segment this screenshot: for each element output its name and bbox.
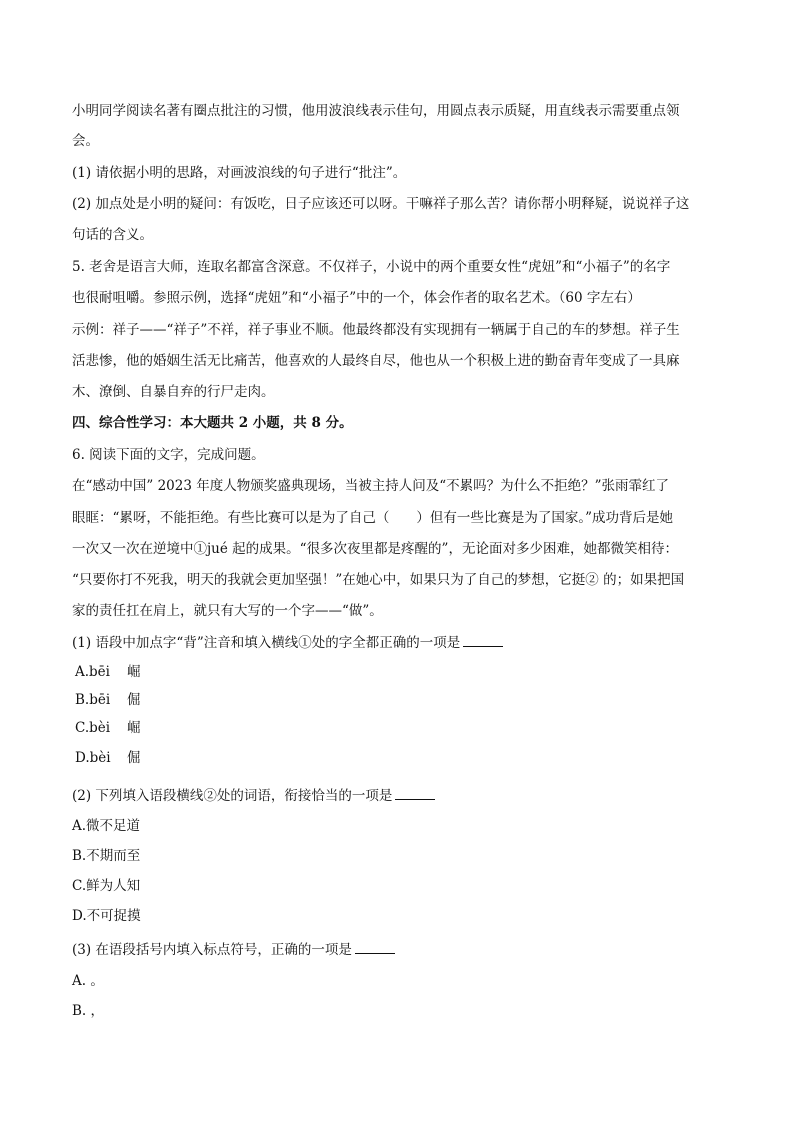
text-line: 会。 xyxy=(72,133,99,149)
option-a[interactable] xyxy=(75,662,735,682)
option-a[interactable]: A. 。 xyxy=(72,973,104,989)
option-a[interactable]: A.微不足道 xyxy=(72,818,141,834)
passage-line: 眼眶：“累呀，不能拒绝。有些比赛可以是为了自己（ ）但有一些比赛是为了国家。”成功背后是她 xyxy=(72,510,674,526)
text-line: 活悲惨，他的婚姻生活无比痛苦，他喜欢的人最终自尽，他也从一个积极上进的勤奋青年变成了一具麻 xyxy=(72,353,680,369)
question-6-2 xyxy=(72,786,732,806)
section-heading: 四、综合性学习：本大题共 2 小题，共 8 分。 xyxy=(72,415,353,431)
option-b[interactable]: B.不期而至 xyxy=(72,848,141,864)
option-label: D.bèi xyxy=(75,750,111,766)
question-5: 5. 老舍是语言大师，连取名都富含深意。不仅祥子，小说中的两个重要女性“虎妞”和“小福子”的名字 xyxy=(72,259,671,275)
passage-line: 家的责任扛在肩上，就只有大写的一个字——“做”。 xyxy=(72,603,383,619)
text-line: 也很耐咀嚼。参照示例，选择“虎妞”和“小福子”中的一个，体会作者的取名艺术。（60 字左右） xyxy=(72,290,641,306)
question-6-1 xyxy=(72,633,732,653)
option-char: 倔 xyxy=(127,692,141,708)
question-5-2: (2) 加点处是小明的疑问：有饭吃，日子应该还可以呀。干嘛祥子那么苦？请你帮小明释疑，说说祥子这 xyxy=(72,196,690,212)
option-d[interactable] xyxy=(75,748,735,768)
option-char: 倔 xyxy=(127,750,141,766)
text-line: 小明同学阅读名著有圈点批注的习惯，他用波浪线表示佳句，用圆点表示质疑，用直线表示需要重点领 xyxy=(72,103,680,119)
question-6-3 xyxy=(72,940,732,960)
text-line: 句话的含义。 xyxy=(72,227,153,243)
question-6: 6. 阅读下面的文字，完成问题。 xyxy=(72,447,265,463)
passage-line: 在“感动中国” 2023 年度人物颁奖盛典现场，当被主持人问及“不累吗？为什么不拒绝？”张雨霏红了 xyxy=(72,478,670,494)
example-text: 示例：祥子——“祥子”不祥，祥子事业不顺。他最终都没有实现拥有一辆属于自己的车的梦想。祥子生 xyxy=(72,322,680,338)
text-line: 木、潦倒、自暴自弃的行尸走肉。 xyxy=(72,384,275,400)
option-c[interactable] xyxy=(75,718,735,738)
question-text: (2) 下列填入语段横线②处的词语，衔接恰当的一项是 xyxy=(72,788,393,804)
option-c[interactable]: C.鲜为人知 xyxy=(72,878,141,894)
passage-line: 一次又一次在逆境中①jué 起的成果。“很多次夜里都是疼醒的”，无论面对多少困难，她都微笑相待： xyxy=(72,541,678,557)
answer-blank[interactable] xyxy=(355,941,395,954)
question-5-1: (1) 请依据小明的思路，对画波浪线的句子进行“批注”。 xyxy=(72,165,407,181)
option-b[interactable]: B. ， xyxy=(72,1003,105,1019)
option-char: 崛 xyxy=(127,720,141,736)
option-b[interactable] xyxy=(75,690,735,710)
option-char: 崛 xyxy=(127,664,141,680)
answer-blank[interactable] xyxy=(395,787,435,800)
passage-line: “只要你打不死我，明天的我就会更加坚强！”在她心中，如果只为了自己的梦想，它挺② 的；如果把国 xyxy=(72,572,685,588)
question-text: (3) 在语段括号内填入标点符号，正确的一项是 xyxy=(72,942,352,958)
answer-blank[interactable] xyxy=(463,634,503,647)
option-d[interactable]: D.不可捉摸 xyxy=(72,908,141,924)
question-text: (1) 语段中加点字“背”注音和填入横线①处的字全都正确的一项是 xyxy=(72,635,461,651)
option-label: B.bēi xyxy=(75,692,111,708)
option-label: A.bēi xyxy=(75,664,110,680)
option-label: C.bèi xyxy=(75,720,111,736)
